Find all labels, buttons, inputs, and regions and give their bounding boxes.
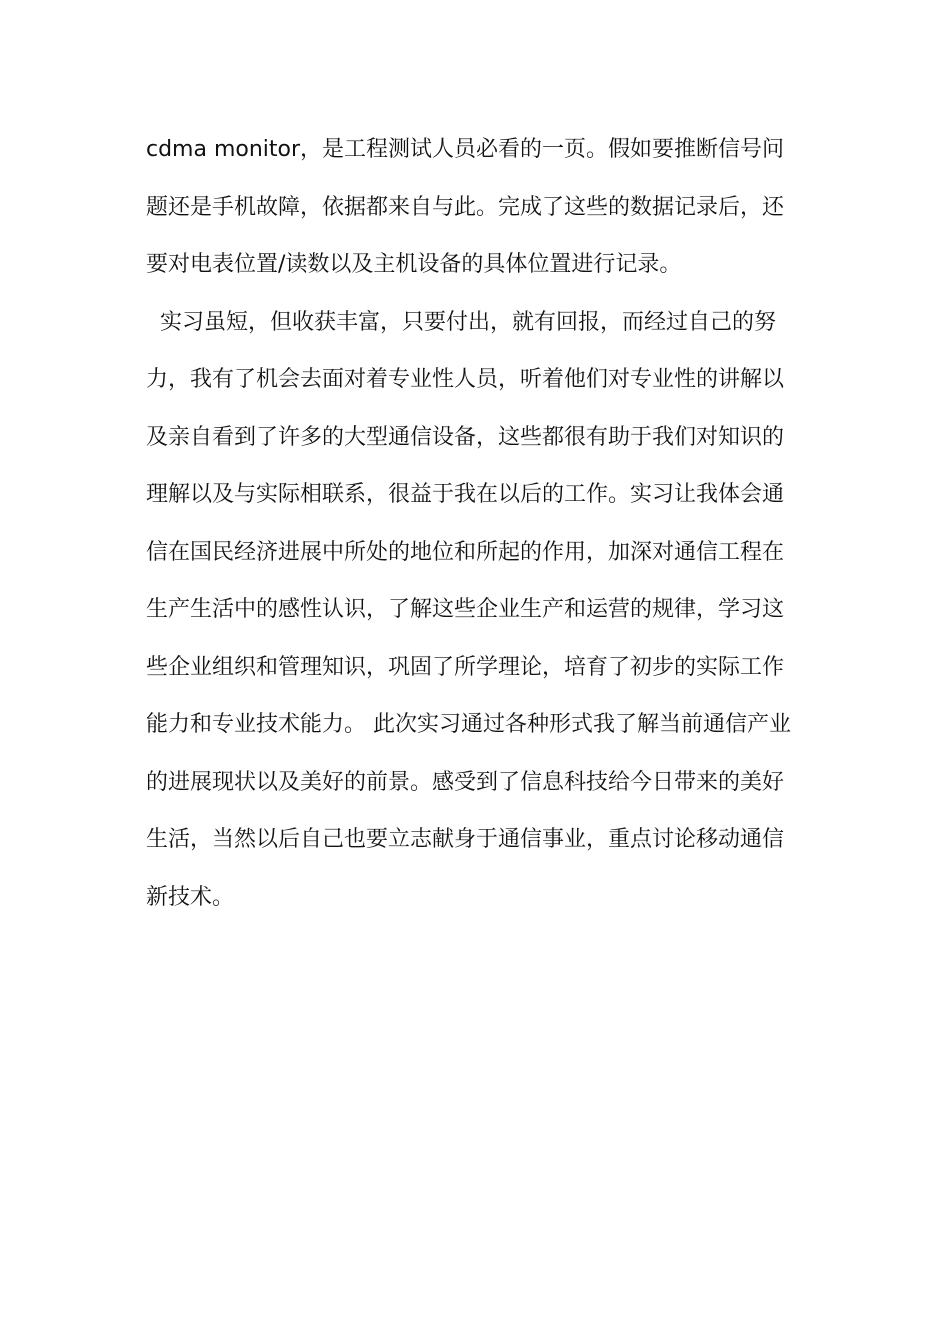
text-line: 题还是手机故障，依据都来自与此。完成了这些的数据记录后，还	[146, 194, 785, 220]
text-line: 信在国民经济进展中所处的地位和所起的作用，加深对通信工程在	[146, 539, 785, 565]
text-line: 生产生活中的感性认识，了解这些企业生产和运营的规律，学习这	[146, 597, 785, 622]
body-text	[146, 121, 811, 926]
text-line: 新技术。	[146, 884, 235, 910]
text-line: 些企业组织和管理知识，巩固了所学理论，培育了初步的实际工作	[146, 654, 785, 680]
text-line: 生活，当然以后自己也要立志献身于通信事业，重点讨论移动通信	[146, 827, 785, 852]
text-line: cdma monitor，是工程测试人员必看的一页。假如要推断信号问	[146, 137, 785, 162]
text-line: 理解以及与实际相联系，很益于我在以后的工作。实习让我体会通	[146, 482, 785, 507]
text-line: 能力和专业技术能力。 此次实习通过各种形式我了解当前通信产业	[146, 712, 791, 737]
text-line: 实习虽短，但收获丰富，只要付出，就有回报，而经过自己的努	[146, 309, 776, 335]
text-line: 力，我有了机会去面对着专业性人员，听着他们对专业性的讲解以	[146, 367, 785, 392]
text-line: 及亲自看到了许多的大型通信设备，这些都很有助于我们对知识的	[146, 424, 785, 450]
text-line: 要对电表位置/读数以及主机设备的具体位置进行记录。	[146, 252, 682, 277]
text-line: 的进展现状以及美好的前景。感受到了信息科技给今日带来的美好	[146, 769, 785, 795]
